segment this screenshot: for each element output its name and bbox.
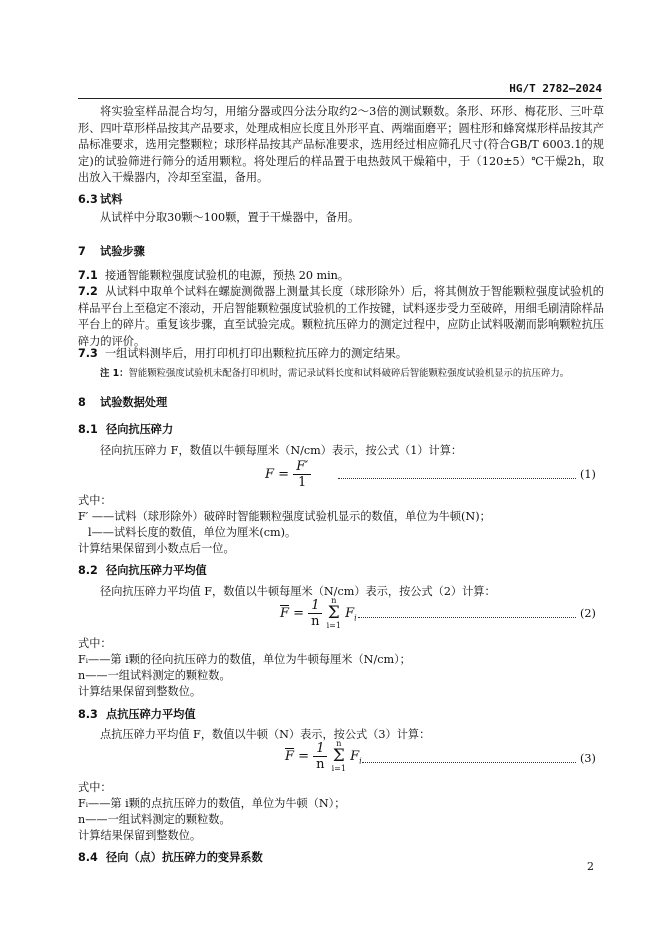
eq-number-1: (1) <box>580 468 596 481</box>
where-label-3: 式中： <box>78 781 112 794</box>
section-8-2-heading: 8.2 径向抗压碎力平均值 <box>78 564 207 577</box>
def-fi-radial: Fᵢ——第 i颗的径向抗压碎力的数值，单位为牛顿每厘米（N/cm）； <box>78 653 411 666</box>
section-8-heading: 8 试验数据处理 <box>78 396 168 409</box>
section-8-1-intro: 径向抗压碎力 F，数值以牛顿每厘米（N/cm）表示，按公式（1）计算： <box>100 444 463 457</box>
section-8-1-heading: 8.1 径向抗压碎力 <box>78 423 174 436</box>
def-n-point: n——一组试料测定的颗粒数。 <box>78 813 231 826</box>
def-l: l——试料长度的数值，单位为厘米(cm)。 <box>88 526 297 539</box>
section-8-3-intro: 点抗压碎力平均值 F，数值以牛顿（N）表示，按公式（3）计算： <box>100 728 431 741</box>
eq-number-3: (3) <box>580 752 596 765</box>
section-6-3-text: 从试样中分取30颗～100颗，置于干燥器中，备用。 <box>100 211 360 224</box>
header-rule <box>78 98 602 99</box>
formula-1-leader <box>338 478 576 479</box>
section-7-1: 7.1 接通智能颗粒强度试验机的电源，预热 20 min。 <box>78 269 350 282</box>
note-1: 注 1：智能颗粒强度试验机未配备打印机时，需记录试料长度和试料破碎后智能颗粒强度试验机显示的抗压碎力。 <box>100 368 570 379</box>
formula-3: $\overline{F}$ = $\frac{1}{n}$ n Σ i=1 $F_i$ <box>285 739 362 773</box>
section-6-3-heading: 6.3 试料 <box>78 193 123 206</box>
def-n-radial: n——一组试料测定的颗粒数。 <box>78 669 231 682</box>
section-8-2-intro: 径向抗压碎力平均值 F，数值以牛顿每厘米（N/cm）表示，按公式（2）计算： <box>100 585 496 598</box>
def-fi-point: Fᵢ——第 i颗的点抗压碎力的数值，单位为牛顿（N）； <box>78 797 346 810</box>
section-7-2: 7.2 从试料中取单个试料在螺旋测微器上测量其长度（球形除外）后，将其侧放于智能颗粒强度试验机的样品平台上至稳定不滚动，开启智能颗粒强度试验机的工作按键，试料逐步受力至破碎，用细毛刷清除样品平台上的碎片。重复该步骤，直至试验完成。颗粒抗压碎力的测定过程中，应防止试料吸潮而影响颗粒抗压碎力的评价。 <box>78 285 604 348</box>
formula-2-leader <box>358 617 576 618</box>
rounding-8-3: 计算结果保留到整数位。 <box>78 829 202 842</box>
where-label-2: 式中： <box>78 637 112 650</box>
section-7-3: 7.3 一组试料测毕后，用打印机打印出颗粒抗压碎力的测定结果。 <box>78 347 408 360</box>
rounding-8-2: 计算结果保留到整数位。 <box>78 685 202 698</box>
def-f-prime: F′ ——试料（球形除外）破碎时智能颗粒强度试验机显示的数值，单位为牛顿(N)； <box>78 510 491 523</box>
where-label-1: 式中： <box>78 494 112 507</box>
formula-2: $\overline{F}$ = $\frac{1}{n}$ n Σ i=1 $F_i$ <box>280 596 357 630</box>
formula-1: F = $\frac{F'}{1}$ <box>265 459 311 490</box>
section-8-3-heading: 8.3 点抗压碎力平均值 <box>78 708 196 721</box>
sample-prep-paragraph: 将实验室样品混合均匀，用缩分器或四分法分取约2～3倍的测试颗数。条形、环形、梅花形、三叶草形、四叶草形样品按其产品要求，处理成相应长度且外形平直、两端面磨平；圆柱形和蜂窝煤形样品按其产品标准要求，选用完整颗粒；球形样品按其产品标准要求，选用经过相应筛孔尺寸(符合GB/T 6003.1的规定)的试验筛进行筛分的适用颗粒。将处理后的样品置于电热鼓风干燥箱中，于（120±5）℃干燥2h，取出放入干燥器内，冷却至室温，备用。 <box>78 105 604 185</box>
section-7-heading: 7 试验步骤 <box>78 245 145 258</box>
section-8-4-heading: 8.4 径向（点）抗压碎力的变异系数 <box>78 851 263 864</box>
standard-code: HG/T 2782—2024 <box>509 82 602 95</box>
rounding-8-1: 计算结果保留到小数点后一位。 <box>78 542 235 555</box>
page-number: 2 <box>587 860 594 873</box>
formula-3-leader <box>362 762 576 763</box>
eq-number-2: (2) <box>580 607 596 620</box>
